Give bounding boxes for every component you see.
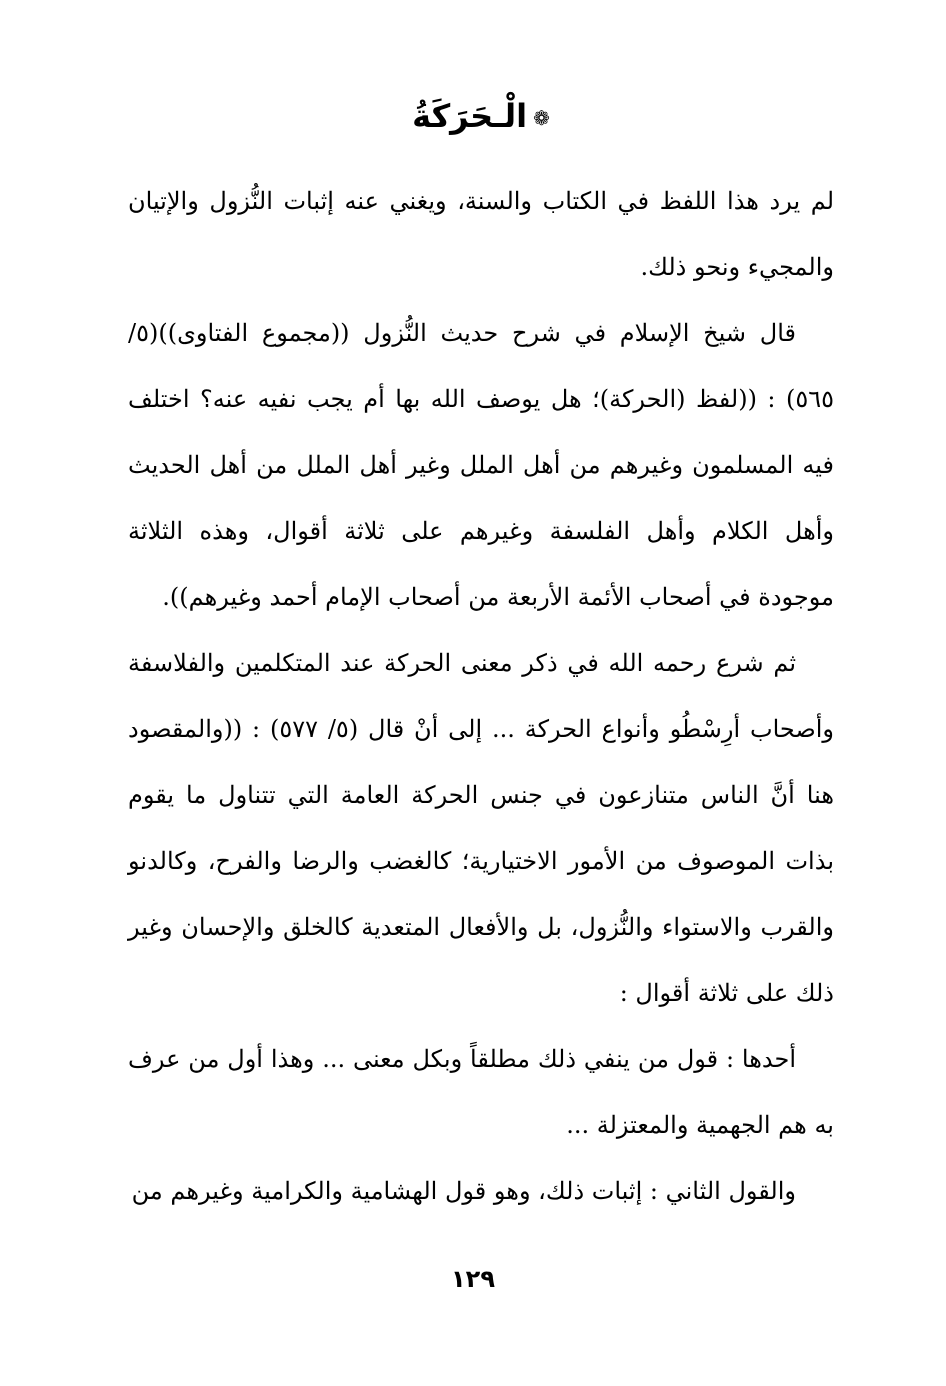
paragraph: ثم شرع رحمه الله في ذكر معنى الحركة عند المتكلمين والفلاسفة وأصحاب أرِسْطُو وأنواع الحركة ... إلى أنْ قال (٥/ ٥٧٧) : ((والمقصود هنا أنَّ الناس متنازعون في جنس الحركة العامة التي تتناول ما يقوم بذات الموصوف من الأمور الاختيارية؛ كالغضب والرضا والفرح، وكالدنو والقرب والاستواء والنُّزول، بل والأفعال المتعدية كالخلق والإحسان وغير ذلك على ثلاثة أقوال : [128,649,835,1007]
flower-ornament-icon: ❁ [533,106,550,130]
paragraph: أحدها : قول من ينفي ذلك مطلقاً وبكل معنى ... وهذا أول من عرف به هم الجهمية والمعتزلة ... [128,1045,834,1139]
page-body [128,92,834,1224]
paragraph: والقول الثاني : إثبات ذلك، وهو قول الهشامية والكرامية وغيرهم من [131,1177,796,1205]
chapter-title: الْـحَرَكَةُ [412,97,528,135]
paragraph: لم يرد هذا اللفظ في الكتاب والسنة، ويغني عنه إثبات النُّزول والإتيان والمجيء ونحو ذلك. [128,187,835,281]
paragraph: قال شيخ الإسلام في شرح حديث النُّزول ((مجموع الفتاوى))(٥/ ٥٦٥) : ((لفظ (الحركة)؛ هل يوصف الله بها أم يجب نفيه عنه؟ اختلف فيه المسلمون وغيرهم من أهل الملل وغير أهل الملل من أهل الحديث وأهل الكلام وأهل الفلسفة وغيرهم على ثلاثة أقوال، وهذه الثلاثة موجودة في أصحاب الأئمة الأربعة من أصحاب الإمام أحمد وغيرهم)). [128,319,834,611]
chapter-heading [128,92,834,142]
page-number: ١٢٩ [451,1265,495,1293]
